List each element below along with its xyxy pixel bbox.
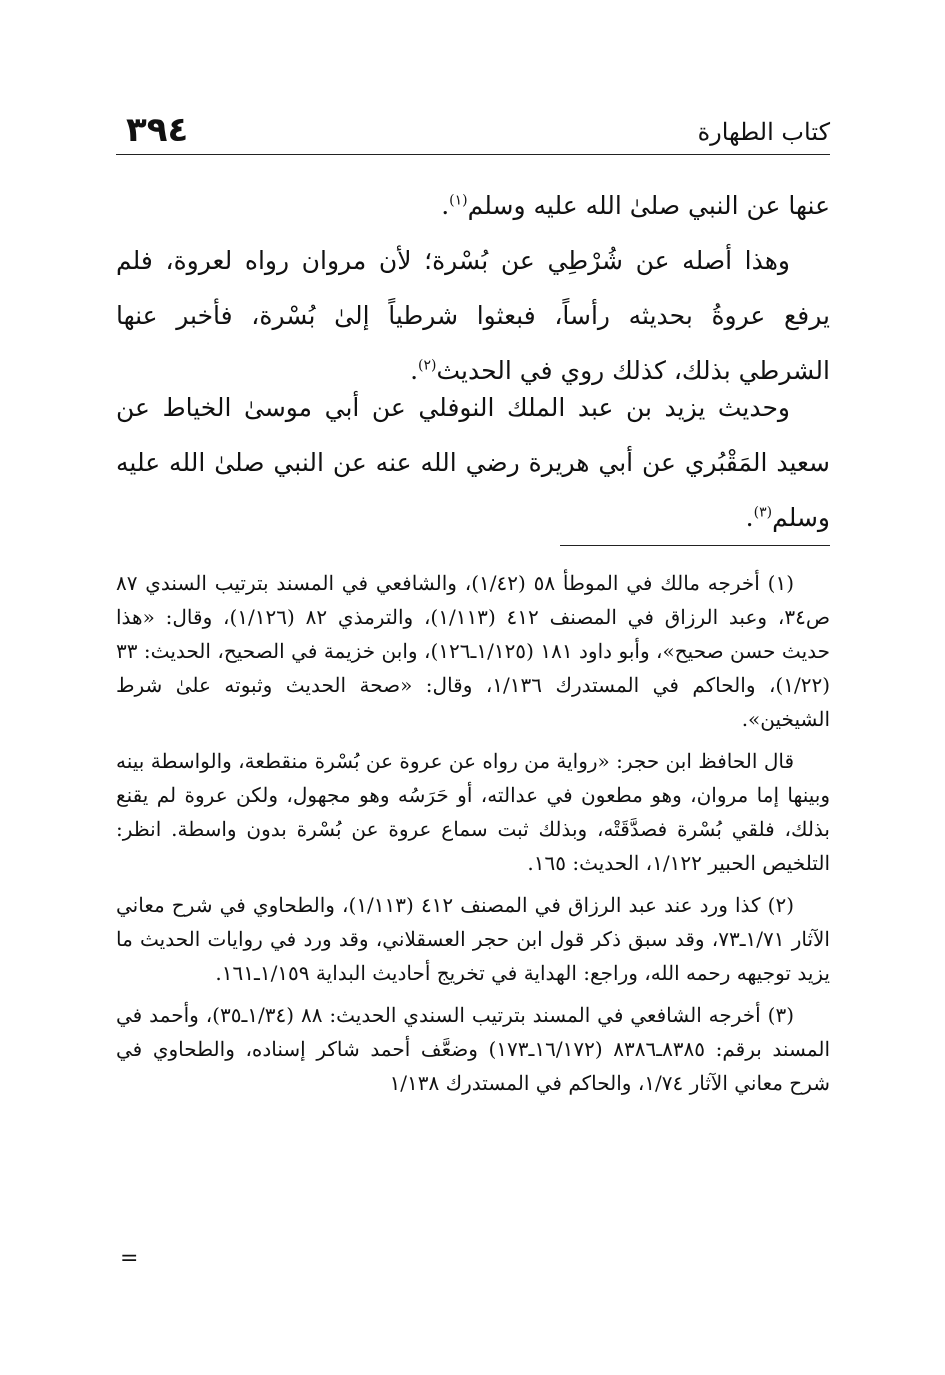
main-text	[116, 178, 830, 398]
paragraph-3-end: .	[745, 503, 754, 532]
footnote-1-continued: قال الحافظ ابن حجر: «رواية من رواه عن عروة عن بُسْرة منقطعة، والواسطة بينه وبينها إما مروان، وهو مطعون في عدالته، أو حَرَسُه وهو مجهول، ولكن عروة لم يقنع بذلك، فلقي بُسْرة فصدَّقَتْه، وبذلك ثبت سماع عروة عن بُسْرة بدون واسطة. انظر: التلخيص الحبير ١/١٢٢، الحديث: ١٦٥.	[116, 749, 830, 875]
page-header	[116, 104, 830, 155]
main-text-2	[116, 380, 830, 545]
paragraph-1-end: .	[441, 191, 450, 220]
footnote-ref-3: (٣)	[753, 504, 773, 521]
paragraph-1	[116, 178, 830, 233]
footnotes-section	[116, 566, 830, 1108]
continuation-mark: =	[120, 1246, 139, 1271]
paragraph-2-end: .	[410, 356, 419, 385]
footnote-3: (٣) أخرجه الشافعي في المسند بترتيب السندي الحديث: ٨٨ (١/٣٤ـ٣٥)، وأحمد في المسند برقم: ٨٣٨٥ـ٨٣٨٦ (١٦/١٧٢ـ١٧٣) وضعَّف أحمد شاكر إسناده، والطحاوي في شرح معاني الآثار ١/٧٤، والحاكم في المستدرك ١/١٣٨	[116, 1003, 831, 1095]
paragraph-2-text: وهذا أصله عن شُرْطِي عن بُسْرة؛ لأن مروان رواه لعروة، فلم يرفع عروةُ بحديثه رأساً، فبعثوا شرطياً إلىٰ بُسْرة، فأخبر عنها الشرطي بذلك، كذلك روي في الحديث	[116, 246, 830, 385]
paragraph-3-text: وحديث يزيد بن عبد الملك النوفلي عن أبي موسىٰ الخياط عن سعيد المَقْبُري عن أبي هريرة رضي الله عنه عن النبي صلىٰ الله عليه وسلم	[116, 393, 830, 532]
footnote-ref-1: (١)	[449, 192, 468, 209]
footnote-separator	[560, 545, 830, 546]
page-number: ٣٩٤	[126, 110, 189, 150]
footnote-2: (٢) كذا ورد عند عبد الرزاق في المصنف ٤١٢ (١/١١٣)، والطحاوي في شرح معاني الآثار ١/٧١ـ٧٣، وقد سبق ذكر قول ابن حجر العسقلاني، وقد ورد في روايات الحديث ما يزيد توجيهه رحمه الله، وراجع: الهداية في تخريج أحاديث البداية ١/١٥٩ـ١٦١.	[116, 893, 830, 985]
running-title: كتاب الطهارة	[697, 118, 830, 146]
paragraph-3	[116, 380, 830, 545]
paragraph-1-text: عنها عن النبي صلىٰ الله عليه وسلم	[467, 191, 830, 220]
paragraph-2	[116, 233, 830, 398]
footnote-ref-2: (٢)	[418, 357, 437, 374]
footnote-1: (١) أخرجه مالك في الموطأ ٥٨ (١/٤٢)، والشافعي في المسند بترتيب السندي ٨٧ ص٣٤، وعبد الرزاق في المصنف ٤١٢ (١/١١٣)، والترمذي ٨٢ (١/١٢٦)، وقال: «هذا حديث حسن صحيح»، وأبو داود ١٨١ (١/١٢٥ـ١٢٦)، وابن خزيمة في الصحيح، الحديث: ٣٣ (١/٢٢)، والحاكم في المستدرك ١/١٣٦، وقال: «صحة الحديث وثبوته علىٰ شرط الشيخين».	[116, 571, 830, 731]
